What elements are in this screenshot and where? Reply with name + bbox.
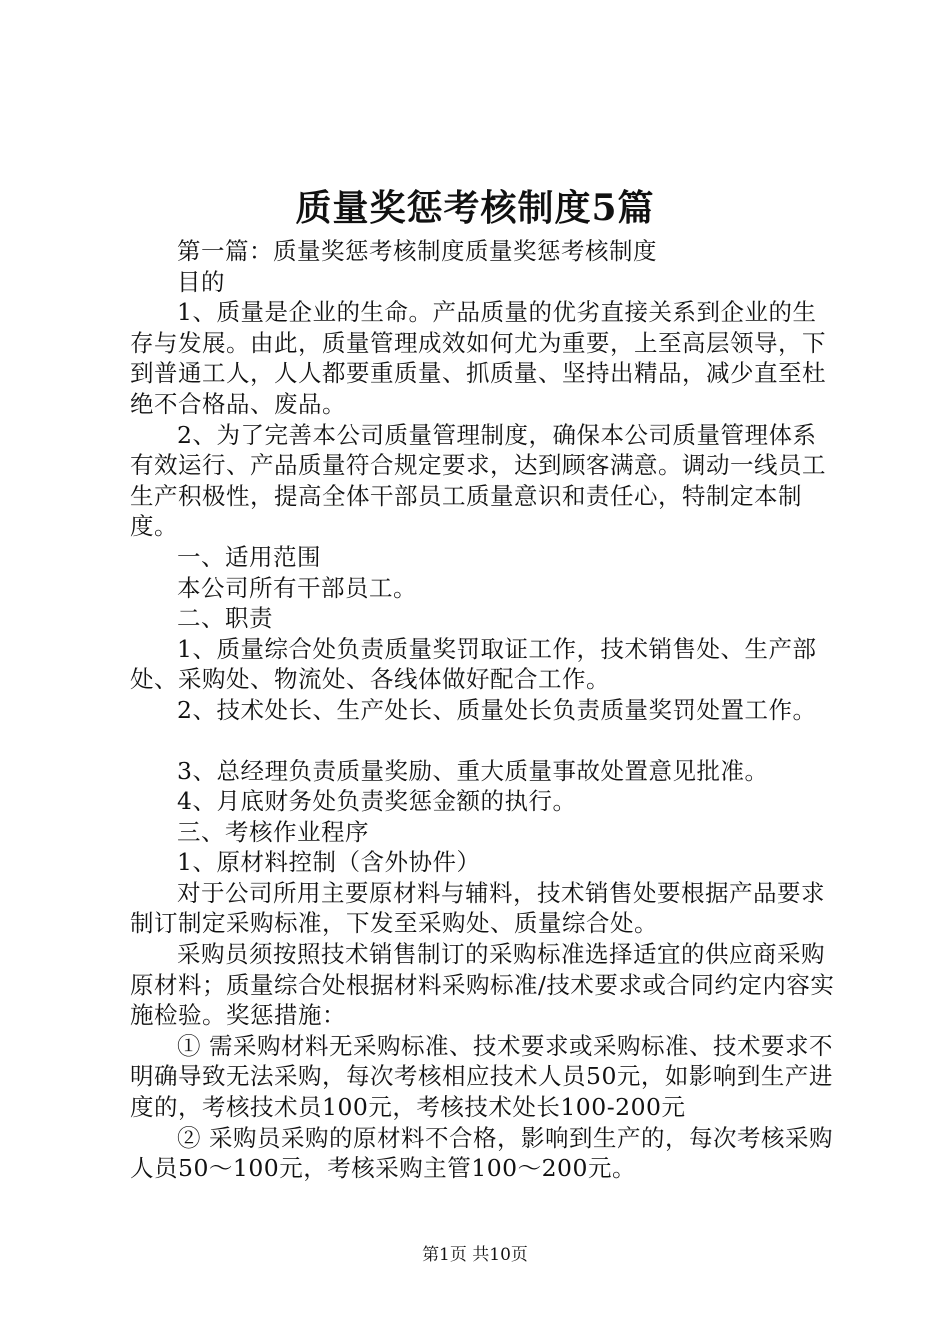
document-title: 质量奖惩考核制度5篇 <box>295 187 655 229</box>
paragraph-section-heading: 二、职责 <box>177 604 273 633</box>
paragraph: 1、质量综合处负责质量奖罚取证工作，技术销售处、生产部处、采购处、物流处、各线体做好配合工作。 <box>130 634 817 694</box>
paragraph-section-heading: 一、适用范围 <box>177 542 321 571</box>
paragraph: ② 采购员采购的原材料不合格，影响到生产的，每次考核采购人员50～100元，考核采购主管100～200元。 <box>130 1123 833 1183</box>
page-footer: 第1页 共10页 <box>422 1245 528 1265</box>
paragraph: 采购员须按照技术销售制订的采购标准选择适宜的供应商采购原材料；质量综合处根据材料采购标准/技术要求或合同约定内容实施检验。奖惩措施： <box>130 940 835 1030</box>
paragraph: 1、质量是企业的生命。产品质量的优劣直接关系到企业的生存与发展。由此，质量管理成效如何尤为重要，上至高层领导，下到普通工人，人人都要重质量、抓质量、坚持出精品，减少直至杜绝不合格品、废品。 <box>130 298 826 418</box>
paragraph: ① 需采购材料无采购标准、技术要求或采购标准、技术要求不明确导致无法采购，每次考核相应技术人员50元，如影响到生产进度的，考核技术员100元，考核技术处长100-200元 <box>130 1031 833 1122</box>
paragraph-subsection-heading: 1、原材料控制（含外协件） <box>177 848 481 877</box>
paragraph: 2、为了完善本公司质量管理制度，确保本公司质量管理体系有效运行、产品质量符合规定要求，达到顾客满意。调动一线员工生产积极性，提高全体干部员工质量意识和责任心，特制定本制度。 <box>130 420 826 541</box>
paragraph-section-heading: 三、考核作业程序 <box>177 817 369 846</box>
document-body <box>130 236 840 1184</box>
paragraph: 对于公司所用主要原材料与辅料，技术销售处要根据产品要求制订制定采购标准，下发至采购处、质量综合处。 <box>130 878 825 938</box>
paragraph: 本公司所有干部员工。 <box>177 573 417 602</box>
paragraph-chapter-heading: 第一篇：质量奖惩考核制度质量奖惩考核制度 <box>177 237 657 265</box>
paragraph: 3、总经理负责质量奖励、重大质量事故处置意见批准。 <box>177 756 769 785</box>
paragraph: 2、技术处长、生产处长、质量处长负责质量奖罚处置工作。 <box>177 695 817 724</box>
paragraph-purpose-heading: 目的 <box>177 267 225 296</box>
paragraph: 4、月底财务处负责奖惩金额的执行。 <box>177 787 577 816</box>
